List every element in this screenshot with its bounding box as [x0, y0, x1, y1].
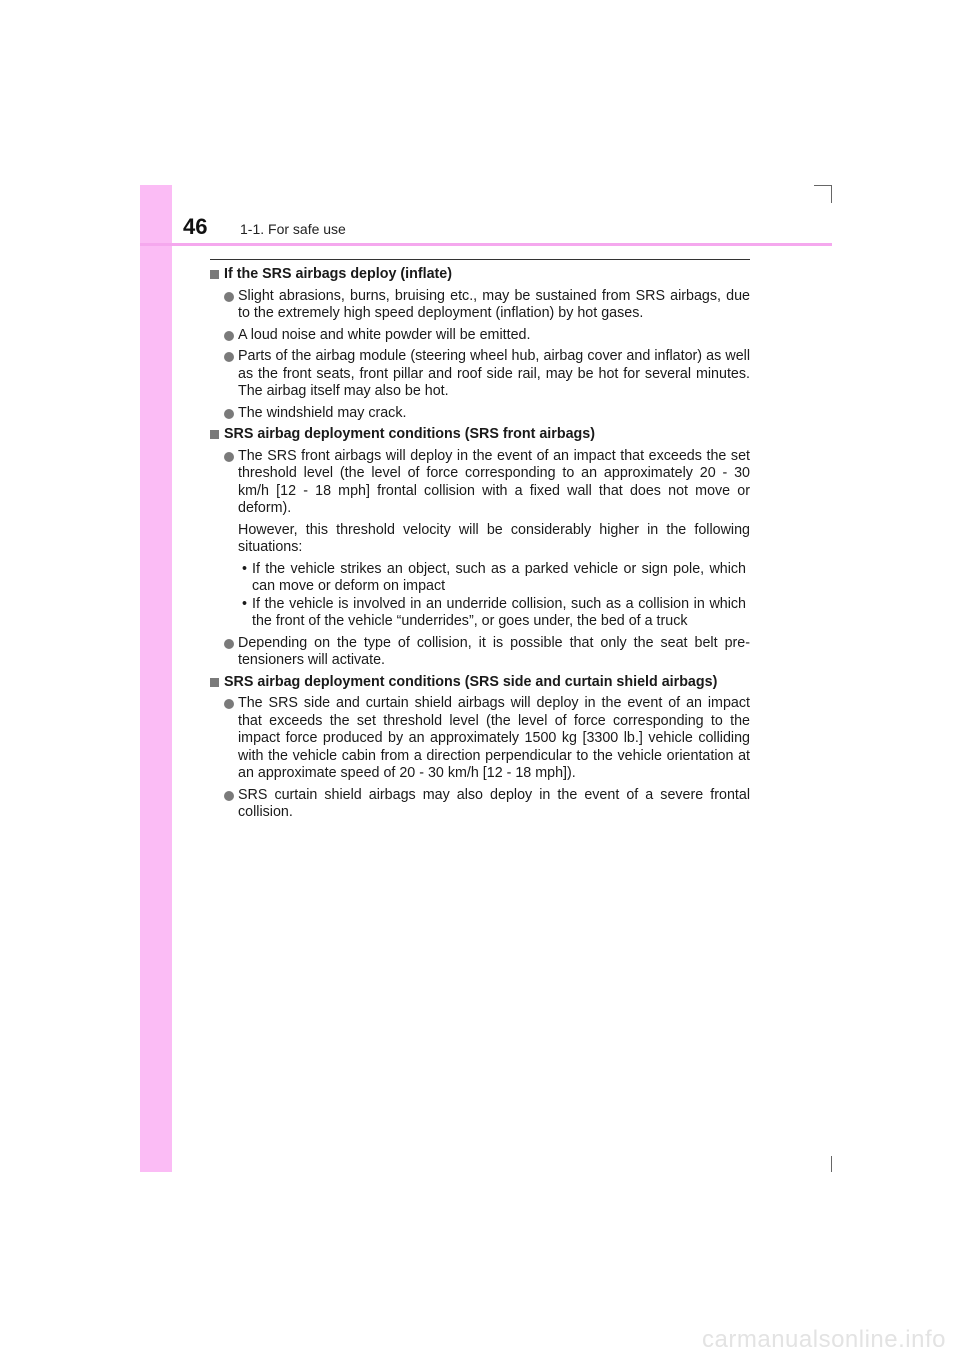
list-item-text: The SRS side and curtain shield airbags will deploy in the event of an impact that exceeds the set threshold level (the level of force corresponding to the impact force produced by an approximately 1500 kg [3300 lb.] vehicle colliding with the vehicle cabin from a direction perpendicular to the vehicle orientation at an approximate speed of 20 - 30 km/h [12 - 18 mph]). — [238, 695, 750, 781]
chapter-sidebar-tab — [140, 185, 172, 1172]
watermark-text: carmanualsonline.info — [702, 1326, 946, 1353]
header-rule — [140, 243, 832, 246]
list-item-text: A loud noise and white powder will be emitted. — [238, 326, 531, 343]
dot-bullet-icon: • — [242, 595, 248, 612]
circle-bullet-icon — [224, 409, 234, 419]
sub-list-item — [210, 596, 750, 631]
list-item — [210, 695, 750, 783]
sub-list-item-text: If the vehicle is involved in an underride collision, such as a collision in which the front of the vehicle “underrides”, or goes under, the bed of a truck — [252, 595, 746, 629]
list-item-text: Parts of the airbag module (steering wheel hub, airbag cover and inflator) as well as the front seats, front pillar and roof side rail, may be hot for several minutes. The airbag itself may also be hot. — [238, 348, 750, 399]
list-item — [210, 288, 750, 323]
list-item-text: Slight abrasions, burns, bruising etc., may be sustained from SRS airbags, due to the extremely high speed deployment (inflation) by hot gases. — [238, 287, 750, 321]
list-item — [210, 327, 750, 345]
list-item-text: SRS curtain shield airbags may also deploy in the event of a severe frontal collision. — [238, 786, 750, 820]
square-bullet-icon — [210, 430, 219, 439]
heading-airbags-deploy — [210, 266, 750, 284]
circle-bullet-icon — [224, 352, 234, 362]
circle-bullet-icon — [224, 292, 234, 302]
list-item — [210, 635, 750, 670]
page-number: 46 — [183, 214, 208, 239]
list-item-text: Depending on the type of collision, it is possible that only the seat belt pre-tensioners will activate. — [238, 634, 750, 668]
circle-bullet-icon — [224, 791, 234, 801]
content-top-rule — [210, 259, 750, 260]
circle-bullet-icon — [224, 452, 234, 462]
section-title: 1-1. For safe use — [240, 221, 346, 237]
circle-bullet-icon — [224, 639, 234, 649]
heading-text: SRS airbag deployment conditions (SRS side and curtain shield airbags) — [224, 673, 718, 690]
heading-text: SRS airbag deployment conditions (SRS front airbags) — [224, 426, 595, 442]
heading-text: If the SRS airbags deploy (inflate) — [224, 266, 452, 282]
list-item — [210, 348, 750, 401]
list-item — [210, 405, 750, 423]
heading-front-airbag-conditions — [210, 426, 750, 444]
page-content — [210, 266, 750, 826]
square-bullet-icon — [210, 270, 219, 279]
heading-side-curtain-airbag-conditions — [210, 674, 750, 692]
crop-mark-bottom-v — [831, 1156, 832, 1172]
sub-list-item — [210, 561, 750, 596]
list-item — [210, 787, 750, 822]
crop-mark-top-h — [814, 185, 832, 186]
threshold-paragraph: However, this threshold velocity will be considerably higher in the following situations: — [238, 521, 750, 555]
list-item-text: The windshield may crack. — [238, 404, 407, 421]
crop-mark-top-v — [831, 185, 832, 203]
sub-list-item-text: If the vehicle strikes an object, such as a parked vehicle or sign pole, which can move or deform on impact — [252, 560, 746, 594]
square-bullet-icon — [210, 678, 219, 687]
dot-bullet-icon: • — [242, 560, 248, 577]
circle-bullet-icon — [224, 699, 234, 709]
list-item-text: The SRS front airbags will deploy in the event of an impact that exceeds the set threshold level (the level of force corresponding to an approximately 20 - 30 km/h [12 - 18 mph] frontal collision with a fixed wall that does not move or deform). — [238, 447, 750, 516]
list-item — [210, 448, 750, 518]
circle-bullet-icon — [224, 331, 234, 341]
